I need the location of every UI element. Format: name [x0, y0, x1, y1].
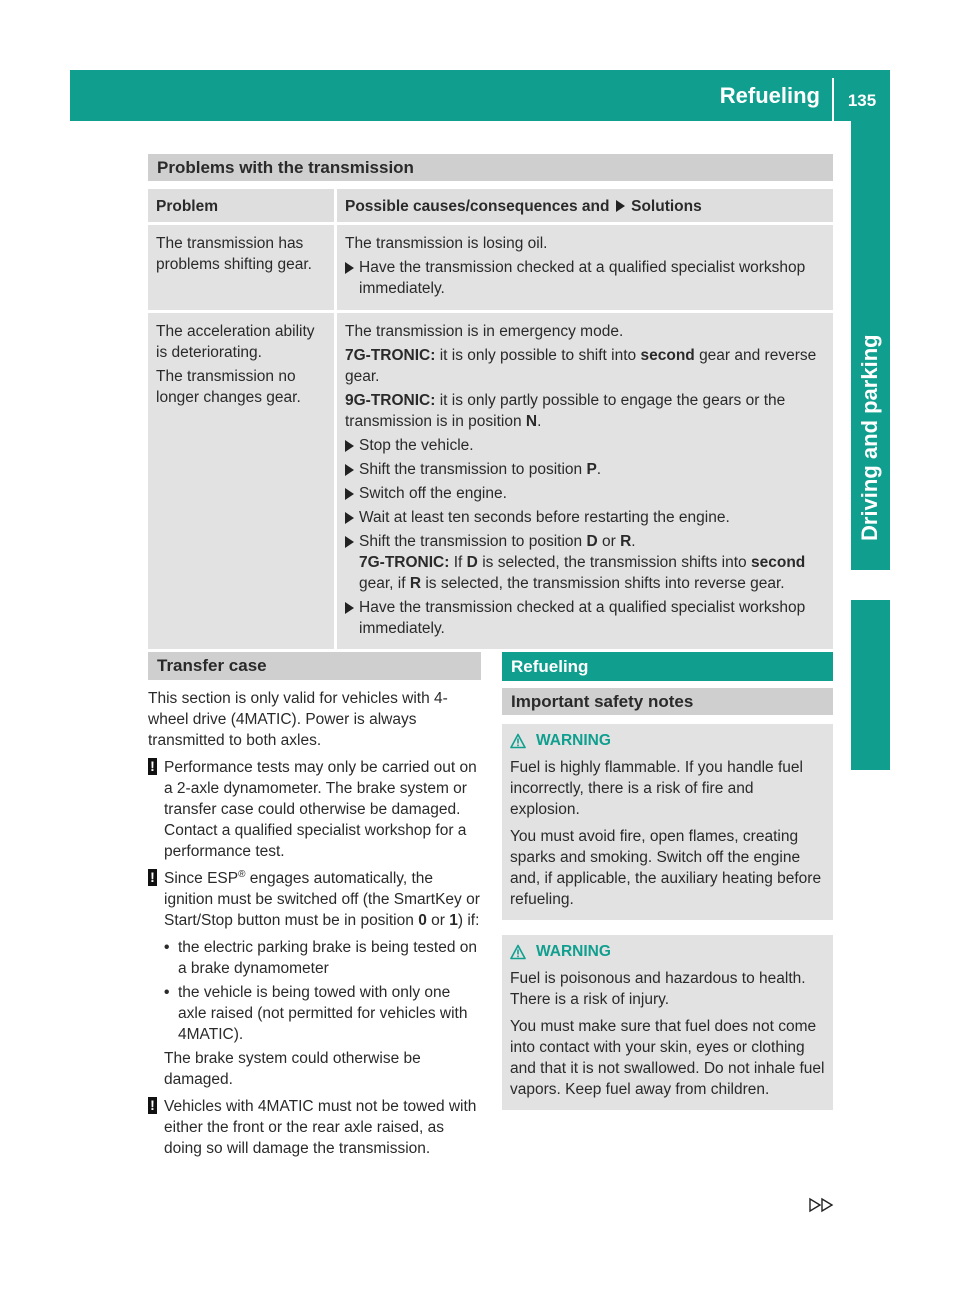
chapter-tab [851, 121, 890, 570]
refueling-section [502, 652, 833, 1110]
page-number: 135 [847, 91, 877, 110]
bullet-text: the vehicle is being towed with only one axle raised (not permitted for vehicles with 4MATIC). [178, 984, 468, 1043]
position-d: D [466, 554, 478, 571]
caution-note [148, 1096, 481, 1159]
header-problem: Problem [148, 189, 334, 222]
header-solutions [337, 189, 833, 222]
caution-note [148, 868, 481, 931]
arrow-icon [345, 440, 354, 452]
note-text: Since ESP [164, 870, 239, 887]
g7-text-b: gear and reverse gear. [345, 347, 817, 385]
step-item [345, 507, 825, 528]
caution-note [148, 757, 481, 862]
transfer-case-after: The brake system could otherwise be damaged. [164, 1050, 421, 1088]
step-text: Have the transmission checked at a qualified specialist workshop immediately. [359, 259, 806, 297]
problem-text: The acceleration ability is deteriorating. [156, 323, 315, 361]
note-text: Vehicles with 4MATIC must not be towed with either the front or the rear axle raised, as doing so will damage the transmission. [164, 1098, 477, 1157]
step-item: Shift the transmission to position P. [345, 459, 825, 480]
arrow-icon [345, 262, 354, 274]
position-n: N [525, 413, 538, 430]
step-or: or [601, 533, 616, 550]
chapter-marker [851, 600, 890, 770]
step-item [345, 435, 825, 456]
warning-box [502, 935, 833, 1110]
refueling-title: Refueling [502, 652, 833, 681]
header-solutions-label-b: Solutions [631, 198, 702, 215]
gear-second: second [640, 347, 695, 364]
solution-cell [337, 313, 833, 649]
note-or: or [431, 912, 445, 929]
transmission-section-title: Problems with the transmission [148, 154, 833, 181]
problem-text: The transmission has problems shifting gear. [156, 235, 312, 273]
warning-text: You must make sure that fuel does not come into contact with your skin, eyes or clothing and that it is not swallowed. Do not inhale fuel vapors. Keep fuel away from children. [510, 1018, 825, 1098]
warning-icon [510, 733, 526, 749]
step-item: Shift the transmission to position D or R. 7G-TRONIC: If D is selected, the transmission shifts into second gear, if R is selected, the transmission shifts into reverse gear. [345, 531, 825, 594]
step-text: Wait at least ten seconds before restarting the engine. [359, 509, 730, 526]
step-text: Shift the transmission to position [359, 533, 583, 550]
bullet-text: the electric parking brake is being tested on a brake dynamometer [178, 939, 477, 977]
arrow-icon [345, 602, 354, 614]
arrow-icon [345, 464, 354, 476]
problem-cell [148, 313, 334, 649]
chapter-tab-label: Driving and parking [857, 334, 882, 541]
step-text: Switch off the engine. [359, 485, 507, 502]
step-text: Stop the vehicle. [359, 437, 474, 454]
step-item [345, 257, 825, 299]
exclamation-icon: ! [148, 869, 157, 886]
gear-second: second [750, 554, 806, 571]
warning-header [510, 730, 825, 752]
warning-icon [510, 944, 526, 960]
step-item [345, 483, 825, 504]
step-item [345, 597, 825, 639]
cause-text: The transmission is in emergency mode. [345, 323, 624, 340]
step-text-c: gear, if [359, 575, 406, 592]
step-text: Shift the transmission to position [359, 461, 583, 478]
warning-box [502, 724, 833, 920]
registered-mark: ® [238, 868, 246, 880]
page-header [70, 70, 890, 121]
step-text-d: is selected, the transmission shifts into reverse gear. [425, 575, 785, 592]
transmission-table [148, 189, 833, 652]
exclamation-icon: ! [148, 1097, 157, 1114]
problem-text: The transmission no longer changes gear. [156, 368, 301, 406]
warning-label: WARNING [536, 943, 611, 960]
step-text: Have the transmission checked at a qualified specialist workshop immediately. [359, 599, 806, 637]
note-text: Performance tests may only be carried out on a 2-axle dynamometer. The brake system or transfer case could otherwise be damaged. Contact a qualified specialist workshop for a performance test. [164, 759, 477, 860]
g9-label: 9G-TRONIC: [345, 392, 436, 409]
safety-notes-title: Important safety notes [502, 688, 833, 715]
g7-label: 7G-TRONIC: [359, 554, 450, 571]
warning-text: You must avoid fire, open flames, creating sparks and smoking. Switch off the engine and, if applicable, the auxiliary heating before refueling. [510, 828, 822, 908]
table-row [148, 225, 833, 310]
transfer-case-section [148, 652, 481, 1165]
step-if: If [453, 554, 463, 571]
table-row [148, 313, 833, 649]
problem-cell [148, 225, 334, 310]
arrow-icon [345, 512, 354, 524]
warning-text: Fuel is highly flammable. If you handle fuel incorrectly, there is a risk of fire and explosion. [510, 759, 803, 818]
transfer-case-title: Transfer case [148, 652, 481, 680]
position-r: R [620, 533, 632, 550]
step-text-b: is selected, the transmission shifts into [482, 554, 747, 571]
table-header-row [148, 189, 833, 222]
warning-text: Fuel is poisonous and hazardous to health. There is a risk of injury. [510, 970, 806, 1008]
exclamation-icon: ! [148, 758, 157, 775]
transfer-case-intro: This section is only valid for vehicles with 4-wheel drive (4MATIC). Power is always transmitted to both axles. [148, 690, 448, 749]
g7-note [345, 345, 825, 387]
note-text-c: ) if: [457, 912, 480, 929]
position-0: 0 [418, 912, 427, 929]
position-p: P [586, 461, 597, 478]
g7-text: it is only possible to shift into [439, 347, 637, 364]
position-r: R [409, 575, 422, 592]
list-item [164, 937, 481, 979]
arrow-icon [345, 536, 354, 548]
list-item [164, 982, 481, 1045]
position-1: 1 [449, 912, 458, 929]
g9-note: 9G-TRONIC: it is only partly possible to engage the gears or the transmission is in position N. [345, 392, 786, 430]
position-d: D [586, 533, 598, 550]
warning-header [510, 941, 825, 963]
bullet-icon: • [164, 939, 170, 956]
arrow-icon [616, 200, 625, 212]
note-text-b: engages automatically, the ignition must be switched off (the SmartKey or Start/Stop button must be in position [164, 870, 480, 929]
continue-arrows-icon [807, 1197, 837, 1213]
g9-text: it is only partly possible to engage the gears or the transmission is in position [345, 392, 786, 430]
g7-label: 7G-TRONIC: [345, 347, 436, 364]
bullet-icon: • [164, 984, 170, 1001]
arrow-icon [345, 488, 354, 500]
warning-label: WARNING [536, 732, 611, 749]
cause-text: The transmission is losing oil. [345, 235, 548, 252]
solution-cell [337, 225, 833, 310]
header-solutions-label: Possible causes/consequences and [345, 198, 610, 215]
header-title: Refueling [719, 83, 820, 108]
